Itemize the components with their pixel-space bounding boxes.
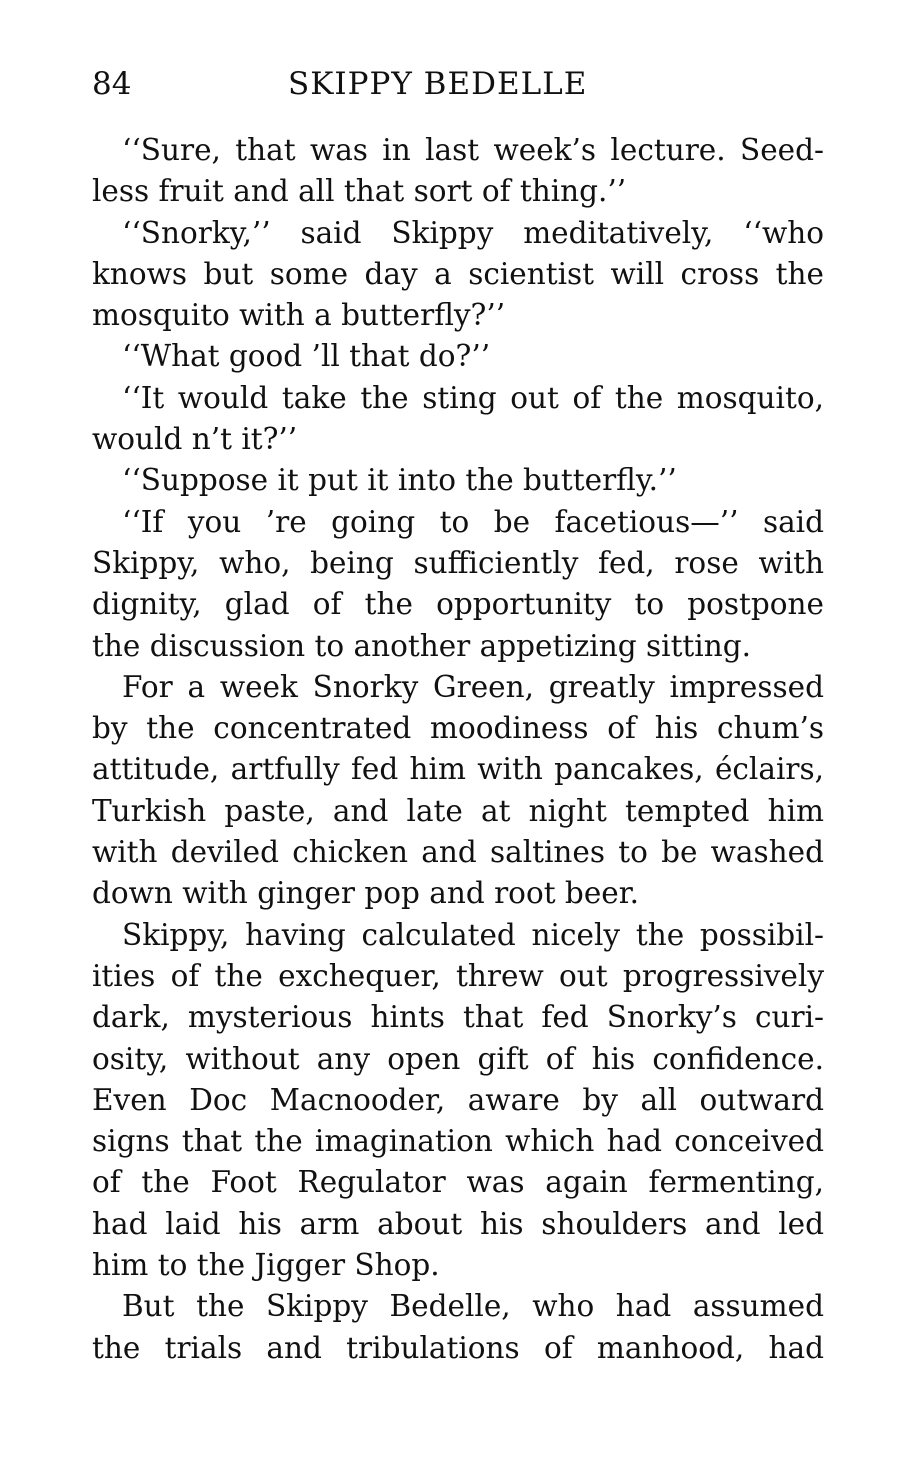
text-line: by the concentrated moodiness of his chum’s: [92, 711, 824, 746]
paragraph: [92, 460, 824, 501]
text-line: signs that the imagination which had conceived: [92, 1124, 824, 1159]
paragraph: [92, 502, 824, 667]
running-head: [92, 62, 824, 106]
paragraph: [92, 213, 824, 337]
text-line: ‘‘Suppose it put it into the butterfly.’’: [122, 463, 677, 498]
text-line: had laid his arm about his shoulders and led: [92, 1206, 824, 1241]
text-line: down with ginger pop and root beer.: [92, 876, 639, 911]
text-line: would n’t it?’’: [92, 422, 298, 457]
text-line: knows but some day a scientist will cross the: [92, 256, 824, 291]
text-line: him to the Jigger Shop.: [92, 1248, 440, 1283]
text-line: Even Doc Macnooder, aware by all outward: [92, 1082, 824, 1117]
body-text: [92, 130, 824, 1369]
page-number: 84: [92, 66, 132, 102]
paragraph: [92, 915, 824, 1287]
text-line: ‘‘What good ’ll that do?’’: [122, 339, 491, 374]
running-title: SKIPPY BEDELLE: [288, 66, 588, 102]
text-line: ities of the exchequer, threw out progressively: [92, 958, 824, 993]
text-line: less fruit and all that sort of thing.’’: [92, 174, 627, 209]
book-page: [92, 62, 824, 1369]
paragraph: [92, 130, 824, 213]
text-line: the discussion to another appetizing sitting.: [92, 628, 751, 663]
paragraph: [92, 378, 824, 461]
text-line: ‘‘It would take the sting out of the mosquito,: [122, 380, 824, 415]
text-line: Turkish paste, and late at night tempted him: [92, 793, 824, 828]
text-line: with deviled chicken and saltines to be washed: [92, 835, 824, 870]
text-line: ‘‘If you ’re going to be facetious—’’ said: [122, 504, 824, 539]
text-line: Skippy, having calculated nicely the possibil-: [122, 917, 824, 952]
text-line: osity, without any open gift of his confidence.: [92, 1041, 824, 1076]
text-line: mosquito with a butterfly?’’: [92, 298, 506, 333]
text-line: of the Foot Regulator was again fermenting,: [92, 1165, 824, 1200]
text-line: attitude, artfully fed him with pancakes, éclairs,: [92, 752, 824, 787]
paragraph: [92, 667, 824, 915]
text-line: dark, mysterious hints that fed Snorky’s curi-: [92, 1000, 824, 1035]
text-line: For a week Snorky Green, greatly impressed: [122, 669, 824, 704]
text-line: ‘‘Sure, that was in last week’s lecture. Seed-: [122, 133, 824, 167]
text-line: the trials and tribulations of manhood, had: [92, 1330, 824, 1365]
text-line: ‘‘Snorky,’’ said Skippy meditatively, ‘‘who: [122, 215, 824, 250]
text-line: But the Skippy Bedelle, who had assumed: [122, 1289, 824, 1324]
paragraph: [92, 1286, 824, 1369]
text-line: dignity, glad of the opportunity to postpone: [92, 587, 824, 622]
text-line: Skippy, who, being sufficiently fed, rose with: [92, 545, 824, 580]
paragraph: [92, 336, 824, 377]
